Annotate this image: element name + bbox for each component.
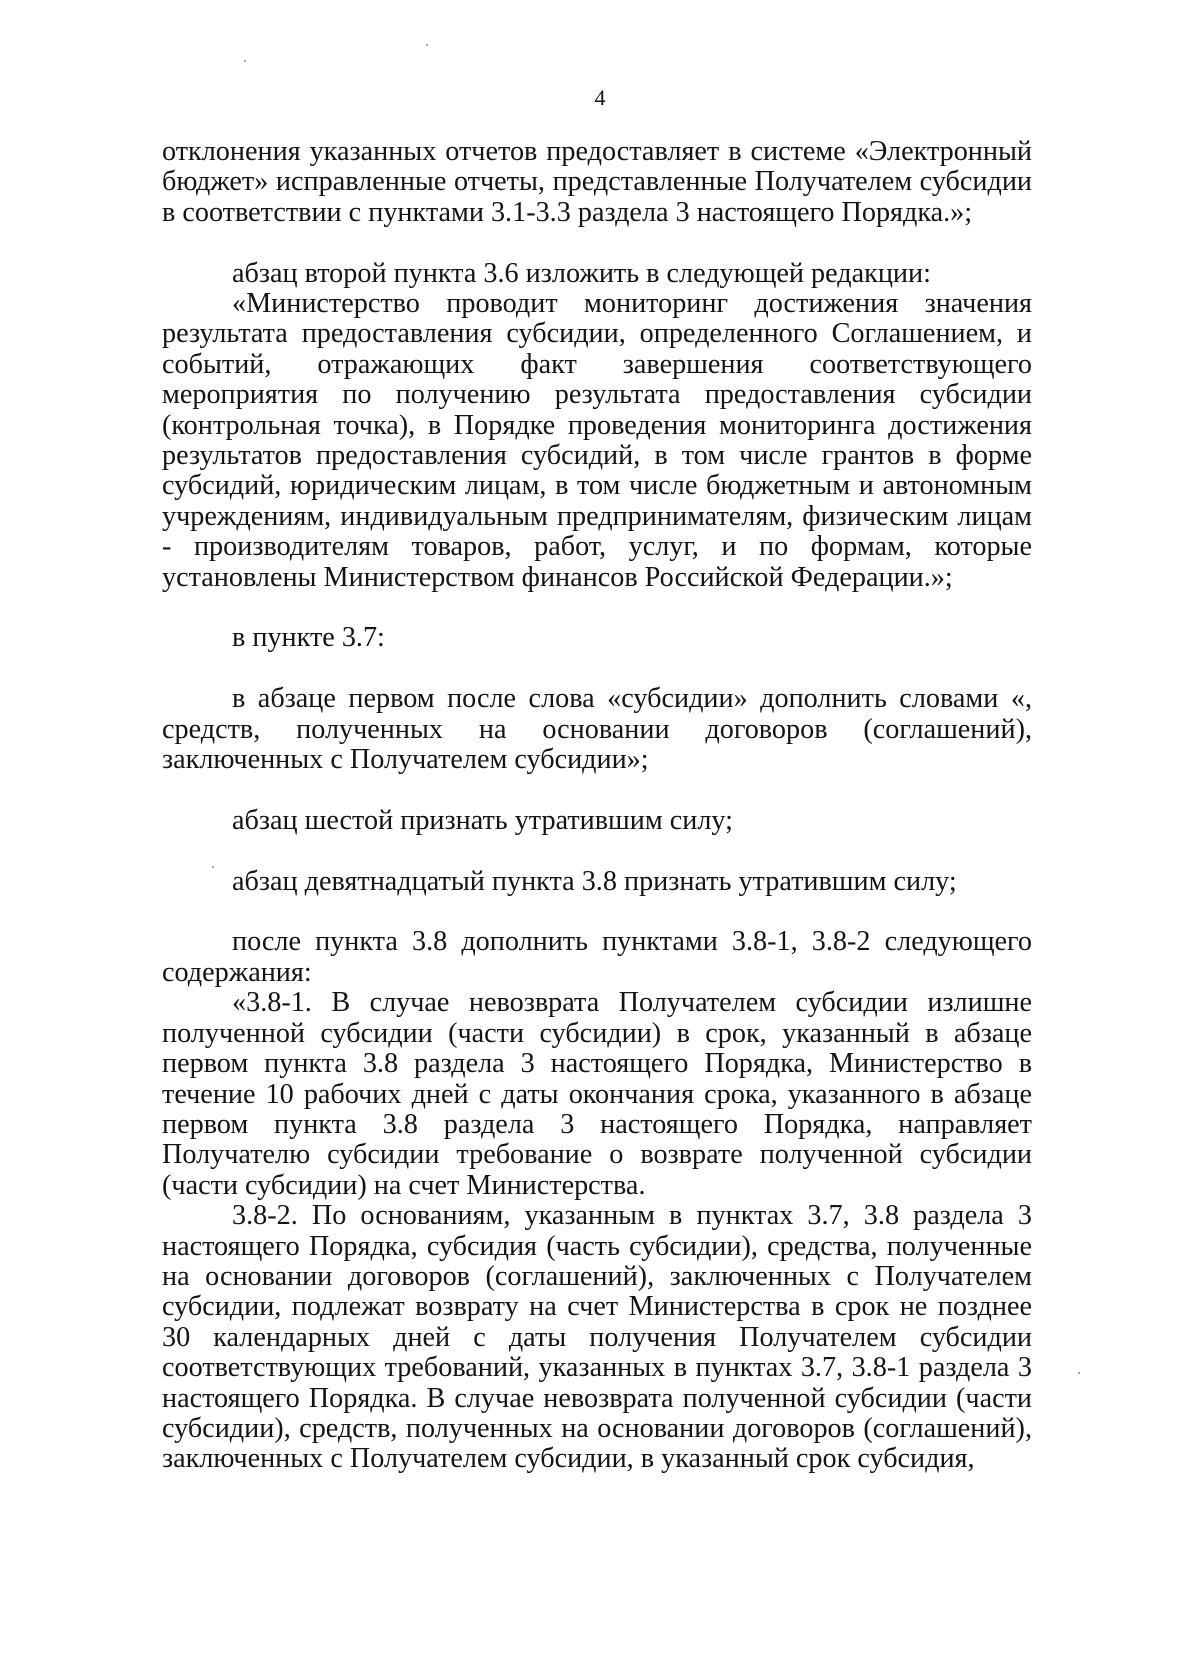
paragraph: «3.8-1. В случае невозврата Получателем субсидии излишне полученной субсидии (части субсидии) в срок, указанный в абзаце первом пункта 3.8 раздела 3 настоящего Порядка, Министерство в течение 10 рабочих дней с даты окончания срока, указанного в абзаце первом пункта 3.8 раздела 3 настоящего Порядка, направляет Получателю субсидии требование о возврате полученной субсидии (части субсидии) на счет Министерства. bbox=[162, 987, 1032, 1201]
paragraph: абзац второй пункта 3.6 изложить в следующей редакции: bbox=[232, 257, 931, 289]
paragraph: отклонения указанных отчетов предоставляет в системе «Электронный бюджет» исправленные отчеты, представленные Получателем субсидии в соответствии с пунктами 3.1-3.3 раздела 3 настоящего Порядка.»; bbox=[162, 136, 1032, 228]
paragraph: абзац девятнадцатый пункта 3.8 признать утратившим силу; bbox=[232, 865, 957, 897]
paragraph: 3.8-2. По основаниям, указанным в пунктах 3.7, 3.8 раздела 3 настоящего Порядка, субсидия (часть субсидии), средства, полученные на основании договоров (соглашений), заключенных с Получателем субсидии, подлежат возврату на счет Министерства в срок не позднее 30 календарных дней с даты получения Получателем субсидии соответствующих требований, указанных в пунктах 3.7, 3.8-1 раздела 3 настоящего Порядка. В случае невозврата полученной субсидии (части субсидии), средств, полученных на основании договоров (соглашений), заключенных с Получателем субсидии, в указанный срок субсидия, bbox=[162, 1200, 1032, 1475]
paragraph: абзац шестой признать утратившим силу; bbox=[232, 804, 733, 836]
paragraph: «Министерство проводит мониторинг достижения значения результата предоставления субсидии, определенного Соглашением, и событий, отражающих факт завершения соответствующего мероприятия по получению результата предоставления субсидии (контрольная точка), в Порядке проведения мониторинга достижения результатов предоставления субсидий, в том числе грантов в форме субсидий, юридическим лицам, в том числе бюджетным и автономным учреждениям, индивидуальным предпринимателям, физическим лицам - производителям товаров, работ, услуг, и по формам, которые установлены Министерством финансов Российской Федерации.»; bbox=[162, 288, 1032, 593]
page-number: 4 bbox=[594, 85, 606, 110]
scan-speck bbox=[244, 60, 246, 62]
paragraph: в пункте 3.7: bbox=[232, 622, 385, 654]
scan-speck bbox=[212, 866, 214, 868]
scan-speck bbox=[426, 44, 428, 46]
paragraph: в абзаце первом после слова «субсидии» дополнить словами «, средств, полученных на основании договоров (соглашений), заключенных с Получателем субсидии»; bbox=[162, 683, 1032, 776]
paragraph: после пункта 3.8 дополнить пунктами 3.8-1, 3.8-2 следующего содержания: bbox=[162, 926, 1032, 988]
scan-speck bbox=[1078, 1372, 1080, 1374]
document-body bbox=[162, 137, 1032, 1475]
